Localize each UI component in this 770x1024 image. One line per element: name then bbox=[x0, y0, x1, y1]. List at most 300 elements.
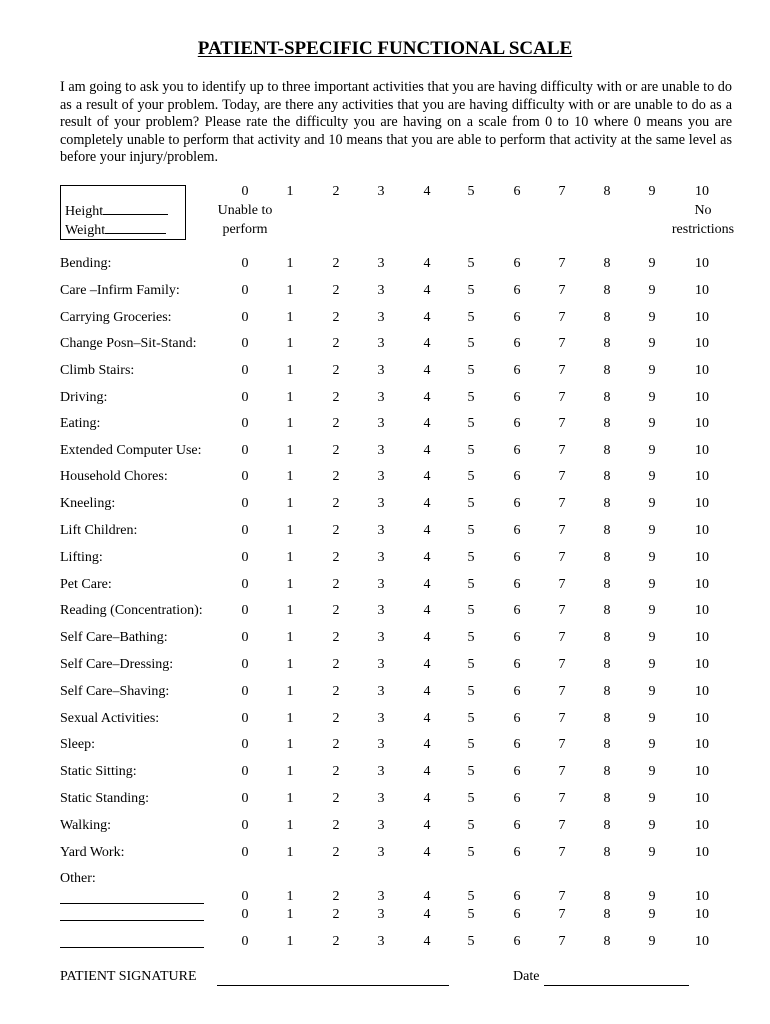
scale-option-5[interactable]: 5 bbox=[467, 336, 475, 351]
scale-option-2[interactable]: 2 bbox=[332, 310, 340, 325]
scale-option-6[interactable]: 6 bbox=[513, 791, 521, 806]
scale-option-3[interactable]: 3 bbox=[377, 283, 385, 298]
scale-option-9[interactable]: 9 bbox=[648, 416, 656, 431]
scale-option-10[interactable]: 10 bbox=[695, 934, 709, 949]
scale-option-9[interactable]: 9 bbox=[648, 523, 656, 538]
scale-option-2[interactable]: 2 bbox=[332, 336, 340, 351]
scale-option-4[interactable]: 4 bbox=[423, 889, 431, 904]
scale-option-0[interactable]: 0 bbox=[241, 363, 249, 378]
scale-option-10[interactable]: 10 bbox=[695, 283, 709, 298]
scale-option-5[interactable]: 5 bbox=[467, 550, 475, 565]
scale-option-1[interactable]: 1 bbox=[286, 336, 294, 351]
scale-option-5[interactable]: 5 bbox=[467, 523, 475, 538]
scale-option-10[interactable]: 10 bbox=[695, 603, 709, 618]
scale-option-2[interactable]: 2 bbox=[332, 764, 340, 779]
scale-option-5[interactable]: 5 bbox=[467, 657, 475, 672]
scale-option-8[interactable]: 8 bbox=[603, 416, 611, 431]
scale-option-0[interactable]: 0 bbox=[241, 711, 249, 726]
scale-option-5[interactable]: 5 bbox=[467, 684, 475, 699]
scale-option-2[interactable]: 2 bbox=[332, 283, 340, 298]
scale-option-3[interactable]: 3 bbox=[377, 577, 385, 592]
scale-option-3[interactable]: 3 bbox=[377, 416, 385, 431]
scale-option-6[interactable]: 6 bbox=[513, 496, 521, 511]
scale-option-9[interactable]: 9 bbox=[648, 363, 656, 378]
scale-option-3[interactable]: 3 bbox=[377, 764, 385, 779]
scale-option-7[interactable]: 7 bbox=[558, 818, 566, 833]
scale-option-10[interactable]: 10 bbox=[695, 496, 709, 511]
scale-option-2[interactable]: 2 bbox=[332, 443, 340, 458]
scale-option-2[interactable]: 2 bbox=[332, 711, 340, 726]
scale-option-6[interactable]: 6 bbox=[513, 818, 521, 833]
scale-option-0[interactable]: 0 bbox=[241, 737, 249, 752]
other-activity-blank[interactable] bbox=[60, 947, 204, 948]
scale-option-9[interactable]: 9 bbox=[648, 469, 656, 484]
scale-option-3[interactable]: 3 bbox=[377, 711, 385, 726]
scale-option-3[interactable]: 3 bbox=[377, 496, 385, 511]
scale-option-9[interactable]: 9 bbox=[648, 336, 656, 351]
scale-option-10[interactable]: 10 bbox=[695, 764, 709, 779]
scale-option-10[interactable]: 10 bbox=[695, 523, 709, 538]
scale-option-10[interactable]: 10 bbox=[695, 630, 709, 645]
scale-option-1[interactable]: 1 bbox=[286, 934, 294, 949]
scale-option-4[interactable]: 4 bbox=[423, 711, 431, 726]
scale-option-1[interactable]: 1 bbox=[286, 550, 294, 565]
scale-option-2[interactable]: 2 bbox=[332, 684, 340, 699]
scale-option-8[interactable]: 8 bbox=[603, 283, 611, 298]
scale-option-9[interactable]: 9 bbox=[648, 889, 656, 904]
scale-option-7[interactable]: 7 bbox=[558, 907, 566, 922]
scale-option-6[interactable]: 6 bbox=[513, 577, 521, 592]
scale-option-9[interactable]: 9 bbox=[648, 310, 656, 325]
scale-option-5[interactable]: 5 bbox=[467, 577, 475, 592]
scale-option-8[interactable]: 8 bbox=[603, 496, 611, 511]
scale-option-7[interactable]: 7 bbox=[558, 657, 566, 672]
scale-option-2[interactable]: 2 bbox=[332, 737, 340, 752]
scale-option-4[interactable]: 4 bbox=[423, 791, 431, 806]
scale-option-1[interactable]: 1 bbox=[286, 630, 294, 645]
scale-option-10[interactable]: 10 bbox=[695, 907, 709, 922]
scale-option-2[interactable]: 2 bbox=[332, 657, 340, 672]
scale-option-2[interactable]: 2 bbox=[332, 603, 340, 618]
scale-option-4[interactable]: 4 bbox=[423, 657, 431, 672]
scale-option-6[interactable]: 6 bbox=[513, 711, 521, 726]
scale-option-1[interactable]: 1 bbox=[286, 443, 294, 458]
scale-option-3[interactable]: 3 bbox=[377, 657, 385, 672]
scale-option-6[interactable]: 6 bbox=[513, 523, 521, 538]
scale-option-4[interactable]: 4 bbox=[423, 390, 431, 405]
scale-option-10[interactable]: 10 bbox=[695, 818, 709, 833]
scale-option-5[interactable]: 5 bbox=[467, 443, 475, 458]
scale-option-4[interactable]: 4 bbox=[423, 603, 431, 618]
scale-option-8[interactable]: 8 bbox=[603, 390, 611, 405]
scale-option-8[interactable]: 8 bbox=[603, 550, 611, 565]
scale-option-1[interactable]: 1 bbox=[286, 577, 294, 592]
scale-option-4[interactable]: 4 bbox=[423, 577, 431, 592]
scale-option-8[interactable]: 8 bbox=[603, 363, 611, 378]
scale-option-6[interactable]: 6 bbox=[513, 934, 521, 949]
scale-option-6[interactable]: 6 bbox=[513, 845, 521, 860]
scale-option-10[interactable]: 10 bbox=[695, 550, 709, 565]
scale-option-2[interactable]: 2 bbox=[332, 907, 340, 922]
scale-option-7[interactable]: 7 bbox=[558, 577, 566, 592]
activity-label: Carrying Groceries: bbox=[60, 310, 172, 325]
scale-option-9[interactable]: 9 bbox=[648, 845, 656, 860]
scale-option-4[interactable]: 4 bbox=[423, 934, 431, 949]
scale-option-7[interactable]: 7 bbox=[558, 496, 566, 511]
scale-option-3[interactable]: 3 bbox=[377, 630, 385, 645]
scale-option-10[interactable]: 10 bbox=[695, 363, 709, 378]
scale-option-6[interactable]: 6 bbox=[513, 550, 521, 565]
scale-option-8[interactable]: 8 bbox=[603, 818, 611, 833]
scale-option-1[interactable]: 1 bbox=[286, 889, 294, 904]
scale-option-6[interactable]: 6 bbox=[513, 310, 521, 325]
scale-option-9[interactable]: 9 bbox=[648, 603, 656, 618]
scale-option-10[interactable]: 10 bbox=[695, 577, 709, 592]
scale-option-10[interactable]: 10 bbox=[695, 684, 709, 699]
scale-option-6[interactable]: 6 bbox=[513, 764, 521, 779]
scale-option-7[interactable]: 7 bbox=[558, 737, 566, 752]
scale-option-5[interactable]: 5 bbox=[467, 416, 475, 431]
scale-option-4[interactable]: 4 bbox=[423, 336, 431, 351]
scale-option-8[interactable]: 8 bbox=[603, 791, 611, 806]
scale-option-2[interactable]: 2 bbox=[332, 630, 340, 645]
scale-option-9[interactable]: 9 bbox=[648, 443, 656, 458]
scale-option-5[interactable]: 5 bbox=[467, 283, 475, 298]
scale-option-6[interactable]: 6 bbox=[513, 469, 521, 484]
scale-option-9[interactable]: 9 bbox=[648, 934, 656, 949]
scale-option-4[interactable]: 4 bbox=[423, 496, 431, 511]
scale-option-7[interactable]: 7 bbox=[558, 416, 566, 431]
scale-option-2[interactable]: 2 bbox=[332, 496, 340, 511]
scale-option-6[interactable]: 6 bbox=[513, 657, 521, 672]
scale-option-8[interactable]: 8 bbox=[603, 657, 611, 672]
scale-option-4[interactable]: 4 bbox=[423, 443, 431, 458]
scale-option-5[interactable]: 5 bbox=[467, 737, 475, 752]
scale-option-7[interactable]: 7 bbox=[558, 256, 566, 271]
scale-option-7[interactable]: 7 bbox=[558, 764, 566, 779]
scale-option-0[interactable]: 0 bbox=[241, 523, 249, 538]
scale-option-2[interactable]: 2 bbox=[332, 416, 340, 431]
scale-option-8[interactable]: 8 bbox=[603, 934, 611, 949]
scale-option-0[interactable]: 0 bbox=[241, 603, 249, 618]
scale-option-4[interactable]: 4 bbox=[423, 630, 431, 645]
weight-field[interactable] bbox=[65, 221, 166, 239]
scale-option-6[interactable]: 6 bbox=[513, 907, 521, 922]
scale-option-10[interactable]: 10 bbox=[695, 737, 709, 752]
activity-label: Pet Care: bbox=[60, 577, 112, 592]
scale-option-9[interactable]: 9 bbox=[648, 711, 656, 726]
scale-option-6[interactable]: 6 bbox=[513, 390, 521, 405]
scale-option-2[interactable]: 2 bbox=[332, 818, 340, 833]
scale-option-1[interactable]: 1 bbox=[286, 469, 294, 484]
scale-option-8[interactable]: 8 bbox=[603, 845, 611, 860]
scale-option-8[interactable]: 8 bbox=[603, 443, 611, 458]
scale-option-7[interactable]: 7 bbox=[558, 889, 566, 904]
scale-option-1[interactable]: 1 bbox=[286, 256, 294, 271]
scale-option-7[interactable]: 7 bbox=[558, 283, 566, 298]
scale-option-8[interactable]: 8 bbox=[603, 764, 611, 779]
scale-option-4[interactable]: 4 bbox=[423, 363, 431, 378]
scale-option-1[interactable]: 1 bbox=[286, 737, 294, 752]
scale-option-3[interactable]: 3 bbox=[377, 889, 385, 904]
scale-option-0[interactable]: 0 bbox=[241, 764, 249, 779]
scale-option-1[interactable]: 1 bbox=[286, 283, 294, 298]
scale-option-6[interactable]: 6 bbox=[513, 443, 521, 458]
scale-option-6[interactable]: 6 bbox=[513, 684, 521, 699]
scale-option-1[interactable]: 1 bbox=[286, 907, 294, 922]
scale-option-7[interactable]: 7 bbox=[558, 934, 566, 949]
activity-label: Bending: bbox=[60, 256, 112, 271]
scale-option-6[interactable]: 6 bbox=[513, 630, 521, 645]
scale-option-7[interactable]: 7 bbox=[558, 603, 566, 618]
scale-option-10[interactable]: 10 bbox=[695, 469, 709, 484]
scale-option-10[interactable]: 10 bbox=[695, 657, 709, 672]
scale-option-4[interactable]: 4 bbox=[423, 523, 431, 538]
scale-option-2[interactable]: 2 bbox=[332, 363, 340, 378]
scale-option-6[interactable]: 6 bbox=[513, 336, 521, 351]
scale-option-8[interactable]: 8 bbox=[603, 523, 611, 538]
scale-option-2[interactable]: 2 bbox=[332, 889, 340, 904]
scale-option-0[interactable]: 0 bbox=[241, 283, 249, 298]
scale-option-8[interactable]: 8 bbox=[603, 907, 611, 922]
scale-option-5[interactable]: 5 bbox=[467, 469, 475, 484]
scale-option-3[interactable]: 3 bbox=[377, 907, 385, 922]
scale-option-5[interactable]: 5 bbox=[467, 818, 475, 833]
scale-option-0[interactable]: 0 bbox=[241, 443, 249, 458]
scale-option-9[interactable]: 9 bbox=[648, 657, 656, 672]
scale-option-1[interactable]: 1 bbox=[286, 390, 294, 405]
scale-option-4[interactable]: 4 bbox=[423, 256, 431, 271]
scale-option-9[interactable]: 9 bbox=[648, 496, 656, 511]
scale-option-5[interactable]: 5 bbox=[467, 764, 475, 779]
scale-option-9[interactable]: 9 bbox=[648, 550, 656, 565]
scale-option-6[interactable]: 6 bbox=[513, 737, 521, 752]
scale-option-10[interactable]: 10 bbox=[695, 443, 709, 458]
scale-option-9[interactable]: 9 bbox=[648, 907, 656, 922]
scale-option-8[interactable]: 8 bbox=[603, 603, 611, 618]
scale-option-6[interactable]: 6 bbox=[513, 256, 521, 271]
scale-option-7[interactable]: 7 bbox=[558, 390, 566, 405]
scale-option-8[interactable]: 8 bbox=[603, 336, 611, 351]
scale-option-8[interactable]: 8 bbox=[603, 310, 611, 325]
scale-option-10[interactable]: 10 bbox=[695, 390, 709, 405]
scale-option-9[interactable]: 9 bbox=[648, 764, 656, 779]
scale-option-0[interactable]: 0 bbox=[241, 390, 249, 405]
scale-option-5[interactable]: 5 bbox=[467, 711, 475, 726]
scale-option-0[interactable]: 0 bbox=[241, 550, 249, 565]
signature-line[interactable] bbox=[217, 985, 449, 986]
scale-option-1[interactable]: 1 bbox=[286, 603, 294, 618]
scale-option-9[interactable]: 9 bbox=[648, 737, 656, 752]
other-activity-blank[interactable] bbox=[60, 903, 204, 904]
other-activity-blank[interactable] bbox=[60, 920, 204, 921]
scale-option-7[interactable]: 7 bbox=[558, 550, 566, 565]
scale-option-10[interactable]: 10 bbox=[695, 845, 709, 860]
scale-option-4[interactable]: 4 bbox=[423, 907, 431, 922]
weight-blank[interactable] bbox=[105, 221, 166, 234]
scale-option-5[interactable]: 5 bbox=[467, 363, 475, 378]
scale-option-5[interactable]: 5 bbox=[467, 256, 475, 271]
scale-option-6[interactable]: 6 bbox=[513, 889, 521, 904]
scale-option-9[interactable]: 9 bbox=[648, 256, 656, 271]
scale-option-3[interactable]: 3 bbox=[377, 310, 385, 325]
scale-option-1[interactable]: 1 bbox=[286, 764, 294, 779]
scale-option-3[interactable]: 3 bbox=[377, 443, 385, 458]
scale-option-0[interactable]: 0 bbox=[241, 496, 249, 511]
scale-option-0[interactable]: 0 bbox=[241, 256, 249, 271]
scale-option-10[interactable]: 10 bbox=[695, 310, 709, 325]
scale-option-6[interactable]: 6 bbox=[513, 363, 521, 378]
scale-option-4[interactable]: 4 bbox=[423, 764, 431, 779]
scale-option-5[interactable]: 5 bbox=[467, 934, 475, 949]
scale-option-3[interactable]: 3 bbox=[377, 336, 385, 351]
scale-option-5[interactable]: 5 bbox=[467, 630, 475, 645]
scale-option-0[interactable]: 0 bbox=[241, 889, 249, 904]
scale-option-4[interactable]: 4 bbox=[423, 550, 431, 565]
scale-option-3[interactable]: 3 bbox=[377, 684, 385, 699]
scale-option-7[interactable]: 7 bbox=[558, 791, 566, 806]
scale-option-0[interactable]: 0 bbox=[241, 336, 249, 351]
scale-option-3[interactable]: 3 bbox=[377, 469, 385, 484]
scale-option-10[interactable]: 10 bbox=[695, 711, 709, 726]
scale-option-8[interactable]: 8 bbox=[603, 256, 611, 271]
scale-option-3[interactable]: 3 bbox=[377, 523, 385, 538]
scale-option-0[interactable]: 0 bbox=[241, 469, 249, 484]
scale-option-0[interactable]: 0 bbox=[241, 791, 249, 806]
scale-option-1[interactable]: 1 bbox=[286, 791, 294, 806]
scale-option-0[interactable]: 0 bbox=[241, 684, 249, 699]
scale-option-10[interactable]: 10 bbox=[695, 256, 709, 271]
scale-option-2[interactable]: 2 bbox=[332, 550, 340, 565]
scale-option-1[interactable]: 1 bbox=[286, 818, 294, 833]
scale-option-2[interactable]: 2 bbox=[332, 577, 340, 592]
scale-option-4[interactable]: 4 bbox=[423, 845, 431, 860]
scale-option-9[interactable]: 9 bbox=[648, 390, 656, 405]
scale-option-7[interactable]: 7 bbox=[558, 845, 566, 860]
scale-option-4[interactable]: 4 bbox=[423, 818, 431, 833]
scale-option-4[interactable]: 4 bbox=[423, 684, 431, 699]
scale-option-3[interactable]: 3 bbox=[377, 934, 385, 949]
activity-label: Kneeling: bbox=[60, 496, 116, 511]
scale-option-4[interactable]: 4 bbox=[423, 416, 431, 431]
scale-option-6[interactable]: 6 bbox=[513, 416, 521, 431]
scale-option-2[interactable]: 2 bbox=[332, 523, 340, 538]
scale-option-10[interactable]: 10 bbox=[695, 336, 709, 351]
scale-option-1[interactable]: 1 bbox=[286, 845, 294, 860]
scale-option-9[interactable]: 9 bbox=[648, 630, 656, 645]
scale-option-9[interactable]: 9 bbox=[648, 684, 656, 699]
scale-option-8[interactable]: 8 bbox=[603, 577, 611, 592]
scale-option-0[interactable]: 0 bbox=[241, 657, 249, 672]
scale-option-6[interactable]: 6 bbox=[513, 283, 521, 298]
scale-option-7[interactable]: 7 bbox=[558, 684, 566, 699]
scale-option-7[interactable]: 7 bbox=[558, 630, 566, 645]
scale-option-1[interactable]: 1 bbox=[286, 363, 294, 378]
scale-option-3[interactable]: 3 bbox=[377, 737, 385, 752]
scale-option-0[interactable]: 0 bbox=[241, 310, 249, 325]
height-field[interactable] bbox=[65, 202, 168, 220]
scale-option-0[interactable]: 0 bbox=[241, 845, 249, 860]
height-blank[interactable] bbox=[103, 202, 168, 215]
scale-option-3[interactable]: 3 bbox=[377, 818, 385, 833]
scale-option-10[interactable]: 10 bbox=[695, 889, 709, 904]
height-label: Height bbox=[65, 204, 104, 219]
scale-option-9[interactable]: 9 bbox=[648, 283, 656, 298]
scale-option-8[interactable]: 8 bbox=[603, 737, 611, 752]
scale-option-0[interactable]: 0 bbox=[241, 907, 249, 922]
scale-option-4[interactable]: 4 bbox=[423, 310, 431, 325]
scale-option-1[interactable]: 1 bbox=[286, 711, 294, 726]
scale-option-1[interactable]: 1 bbox=[286, 496, 294, 511]
scale-option-9[interactable]: 9 bbox=[648, 818, 656, 833]
scale-option-2[interactable]: 2 bbox=[332, 469, 340, 484]
scale-option-3[interactable]: 3 bbox=[377, 845, 385, 860]
scale-option-5[interactable]: 5 bbox=[467, 907, 475, 922]
scale-option-6[interactable]: 6 bbox=[513, 603, 521, 618]
scale-option-8[interactable]: 8 bbox=[603, 469, 611, 484]
scale-option-7[interactable]: 7 bbox=[558, 310, 566, 325]
scale-option-1[interactable]: 1 bbox=[286, 416, 294, 431]
scale-option-10[interactable]: 10 bbox=[695, 791, 709, 806]
scale-option-2[interactable]: 2 bbox=[332, 390, 340, 405]
scale-option-5[interactable]: 5 bbox=[467, 603, 475, 618]
scale-option-8[interactable]: 8 bbox=[603, 889, 611, 904]
scale-option-5[interactable]: 5 bbox=[467, 889, 475, 904]
scale-option-8[interactable]: 8 bbox=[603, 711, 611, 726]
scale-option-5[interactable]: 5 bbox=[467, 845, 475, 860]
scale-option-7[interactable]: 7 bbox=[558, 336, 566, 351]
scale-option-0[interactable]: 0 bbox=[241, 630, 249, 645]
scale-option-10[interactable]: 10 bbox=[695, 416, 709, 431]
scale-option-7[interactable]: 7 bbox=[558, 523, 566, 538]
scale-option-4[interactable]: 4 bbox=[423, 283, 431, 298]
date-line[interactable] bbox=[544, 985, 689, 986]
scale-option-4[interactable]: 4 bbox=[423, 737, 431, 752]
scale-option-3[interactable]: 3 bbox=[377, 390, 385, 405]
scale-option-2[interactable]: 2 bbox=[332, 934, 340, 949]
scale-option-3[interactable]: 3 bbox=[377, 363, 385, 378]
scale-option-3[interactable]: 3 bbox=[377, 603, 385, 618]
scale-option-3[interactable]: 3 bbox=[377, 256, 385, 271]
scale-option-7[interactable]: 7 bbox=[558, 443, 566, 458]
scale-option-0[interactable]: 0 bbox=[241, 818, 249, 833]
scale-option-7[interactable]: 7 bbox=[558, 711, 566, 726]
scale-option-1[interactable]: 1 bbox=[286, 523, 294, 538]
scale-option-5[interactable]: 5 bbox=[467, 390, 475, 405]
scale-option-4[interactable]: 4 bbox=[423, 469, 431, 484]
scale-option-7[interactable]: 7 bbox=[558, 469, 566, 484]
scale-option-8[interactable]: 8 bbox=[603, 684, 611, 699]
scale-option-2[interactable]: 2 bbox=[332, 256, 340, 271]
scale-option-7[interactable]: 7 bbox=[558, 363, 566, 378]
scale-option-9[interactable]: 9 bbox=[648, 577, 656, 592]
scale-option-8[interactable]: 8 bbox=[603, 630, 611, 645]
scale-option-3[interactable]: 3 bbox=[377, 550, 385, 565]
scale-option-1[interactable]: 1 bbox=[286, 657, 294, 672]
scale-option-0[interactable]: 0 bbox=[241, 416, 249, 431]
scale-option-1[interactable]: 1 bbox=[286, 310, 294, 325]
scale-option-3[interactable]: 3 bbox=[377, 791, 385, 806]
scale-option-5[interactable]: 5 bbox=[467, 496, 475, 511]
scale-option-5[interactable]: 5 bbox=[467, 310, 475, 325]
scale-option-2[interactable]: 2 bbox=[332, 791, 340, 806]
scale-option-5[interactable]: 5 bbox=[467, 791, 475, 806]
scale-option-9[interactable]: 9 bbox=[648, 791, 656, 806]
scale-option-0[interactable]: 0 bbox=[241, 577, 249, 592]
scale-option-0[interactable]: 0 bbox=[241, 934, 249, 949]
scale-option-1[interactable]: 1 bbox=[286, 684, 294, 699]
scale-option-2[interactable]: 2 bbox=[332, 845, 340, 860]
